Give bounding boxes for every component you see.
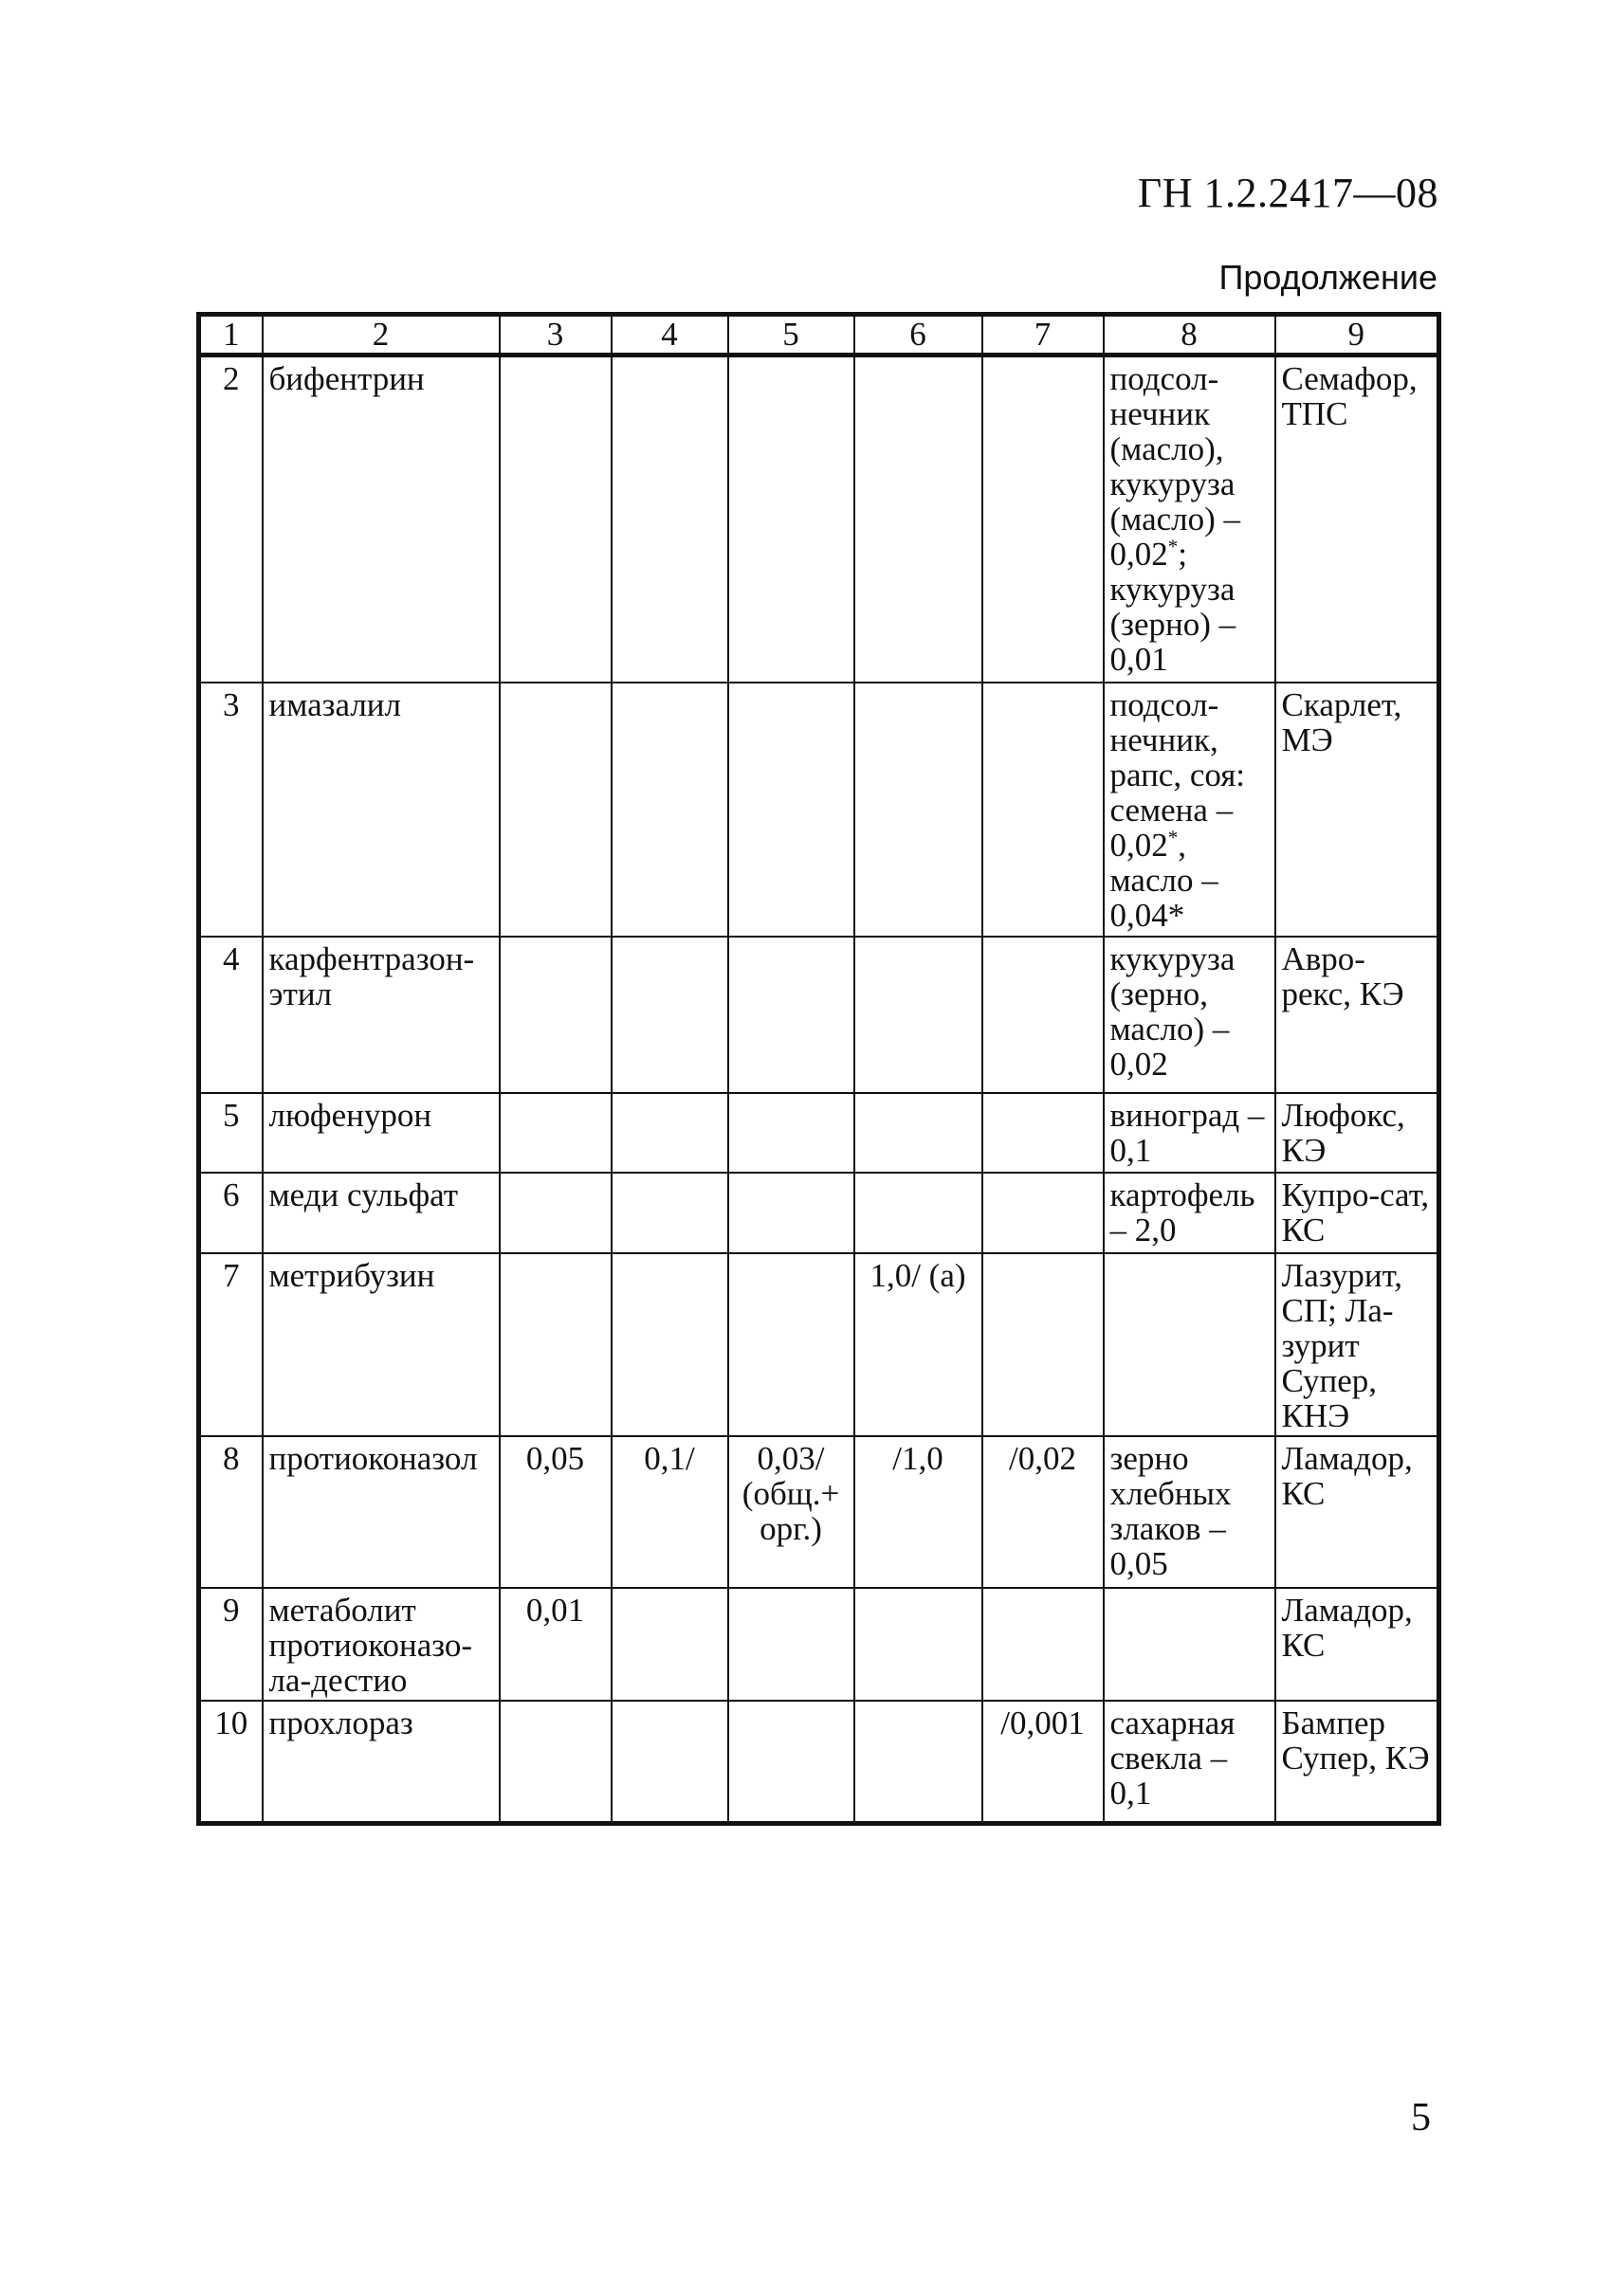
table-row bbox=[199, 683, 1439, 937]
table-cell bbox=[728, 355, 854, 683]
footnote-mark: * bbox=[1167, 825, 1179, 848]
table-cell bbox=[728, 1253, 854, 1436]
substance-cell: метаболит протиоконазо-ла-дестио bbox=[263, 1588, 500, 1701]
table-cell bbox=[612, 1173, 728, 1253]
cell-text: подсол-нечник (масло), кукуруза (масло) – 0,02 bbox=[1109, 360, 1241, 573]
footnote-mark: * bbox=[1167, 535, 1179, 558]
row-number-cell: 10 bbox=[199, 1701, 263, 1824]
column-header: 4 bbox=[612, 315, 728, 355]
row-number-cell: 8 bbox=[199, 1436, 263, 1588]
table-cell bbox=[728, 937, 854, 1093]
column-header: 7 bbox=[982, 315, 1104, 355]
preparation-cell: Купро-сат, КС bbox=[1275, 1173, 1439, 1253]
table-cell bbox=[854, 1173, 982, 1253]
table-cell bbox=[612, 1253, 728, 1436]
substance-cell: бифентрин bbox=[263, 355, 500, 683]
substance-cell: метрибузин bbox=[263, 1253, 500, 1436]
table-cell bbox=[728, 683, 854, 937]
row-number-cell: 2 bbox=[199, 355, 263, 683]
substance-cell: протиоконазол bbox=[263, 1436, 500, 1588]
table-cell bbox=[982, 683, 1104, 937]
row-number-cell: 5 bbox=[199, 1093, 263, 1173]
row-number-cell: 7 bbox=[199, 1253, 263, 1436]
substance-cell: имазалил bbox=[263, 683, 500, 937]
column-header: 6 bbox=[854, 315, 982, 355]
table-cell bbox=[854, 1701, 982, 1824]
table-row bbox=[199, 937, 1439, 1093]
table-row bbox=[199, 1173, 1439, 1253]
table-row bbox=[199, 1436, 1439, 1588]
preparation-cell: Лазурит, СП; Ла-зурит Супер, КНЭ bbox=[1275, 1253, 1439, 1436]
table-cell bbox=[982, 1588, 1104, 1701]
substance-cell: меди сульфат bbox=[263, 1173, 500, 1253]
crop-limit-cell bbox=[1104, 1588, 1275, 1701]
table-cell bbox=[728, 1701, 854, 1824]
table-row bbox=[199, 1588, 1439, 1701]
data-table bbox=[196, 312, 1441, 1826]
crop-limit-cell: картофель – 2,0 bbox=[1104, 1173, 1275, 1253]
table-cell bbox=[982, 937, 1104, 1093]
table-row bbox=[199, 1701, 1439, 1824]
table-header-row bbox=[199, 315, 1439, 355]
table-cell bbox=[500, 1173, 612, 1253]
preparation-cell: Люфокс, КЭ bbox=[1275, 1093, 1439, 1173]
table-cell: 0,1/ bbox=[612, 1436, 728, 1588]
crop-limit-cell bbox=[1104, 355, 1275, 683]
page-number: 5 bbox=[1411, 2096, 1431, 2140]
table-cell bbox=[728, 1588, 854, 1701]
substance-cell: люфенурон bbox=[263, 1093, 500, 1173]
table-cell bbox=[728, 1093, 854, 1173]
table-cell bbox=[500, 1253, 612, 1436]
row-number-cell: 9 bbox=[199, 1588, 263, 1701]
table-cell bbox=[854, 1093, 982, 1173]
crop-limit-cell bbox=[1104, 1253, 1275, 1436]
column-header: 3 bbox=[500, 315, 612, 355]
crop-limit-cell: виноград – 0,1 bbox=[1104, 1093, 1275, 1173]
continuation-label: Продолжение bbox=[1218, 258, 1437, 297]
preparation-cell: Бампер Супер, КЭ bbox=[1275, 1701, 1439, 1824]
table-cell bbox=[982, 1173, 1104, 1253]
row-number-cell: 3 bbox=[199, 683, 263, 937]
document-code: ГН 1.2.2417—08 bbox=[1137, 170, 1438, 216]
table-cell bbox=[854, 937, 982, 1093]
preparation-cell: Скарлет, МЭ bbox=[1275, 683, 1439, 937]
preparation-cell: Семафор, ТПС bbox=[1275, 355, 1439, 683]
table-cell bbox=[500, 1701, 612, 1824]
cell-text: ; кукуруза (зерно) – 0,01 bbox=[1109, 536, 1236, 678]
table-cell: 0,03/ (общ.+ орг.) bbox=[728, 1436, 854, 1588]
table-cell bbox=[982, 1253, 1104, 1436]
preparation-cell: Авро-рекс, КЭ bbox=[1275, 937, 1439, 1093]
table-cell bbox=[612, 355, 728, 683]
table-cell bbox=[854, 683, 982, 937]
crop-limit-cell: сахарная свекла – 0,1 bbox=[1104, 1701, 1275, 1824]
table-cell bbox=[500, 937, 612, 1093]
substance-cell: карфентразон-этил bbox=[263, 937, 500, 1093]
preparation-cell: Ламадор, КС bbox=[1275, 1436, 1439, 1588]
substance-cell: прохлораз bbox=[263, 1701, 500, 1824]
table-row bbox=[199, 355, 1439, 683]
column-header: 8 bbox=[1104, 315, 1275, 355]
table-cell bbox=[854, 1588, 982, 1701]
table-cell bbox=[728, 1173, 854, 1253]
table-cell bbox=[612, 1588, 728, 1701]
table-cell bbox=[982, 355, 1104, 683]
column-header: 2 bbox=[263, 315, 500, 355]
table-row bbox=[199, 1093, 1439, 1173]
table-row bbox=[199, 1253, 1439, 1436]
table-cell: /0,02 bbox=[982, 1436, 1104, 1588]
table-cell bbox=[500, 683, 612, 937]
cell-text: , масло – 0,04* bbox=[1109, 826, 1218, 934]
table-cell: /1,0 bbox=[854, 1436, 982, 1588]
table-cell bbox=[612, 1093, 728, 1173]
table-cell: 1,0/ (а) bbox=[854, 1253, 982, 1436]
preparation-cell: Ламадор, КС bbox=[1275, 1588, 1439, 1701]
table-cell: 0,05 bbox=[500, 1436, 612, 1588]
row-number-cell: 6 bbox=[199, 1173, 263, 1253]
row-number-cell: 4 bbox=[199, 937, 263, 1093]
column-header: 5 bbox=[728, 315, 854, 355]
table-cell bbox=[612, 937, 728, 1093]
cell-text: подсол-нечник, рапс, соя: семена – 0,02 bbox=[1109, 685, 1246, 864]
table-cell: 0,01 bbox=[500, 1588, 612, 1701]
table-cell bbox=[500, 1093, 612, 1173]
table-cell bbox=[612, 683, 728, 937]
crop-limit-cell: зерно хлебных злаков – 0,05 bbox=[1104, 1436, 1275, 1588]
table-cell: /0,001 bbox=[982, 1701, 1104, 1824]
crop-limit-cell: кукуруза (зерно, масло) – 0,02 bbox=[1104, 937, 1275, 1093]
column-header: 9 bbox=[1275, 315, 1439, 355]
column-header: 1 bbox=[199, 315, 263, 355]
table-cell bbox=[982, 1093, 1104, 1173]
table-cell bbox=[612, 1701, 728, 1824]
table-cell bbox=[500, 355, 612, 683]
crop-limit-cell bbox=[1104, 683, 1275, 937]
table-cell bbox=[854, 355, 982, 683]
